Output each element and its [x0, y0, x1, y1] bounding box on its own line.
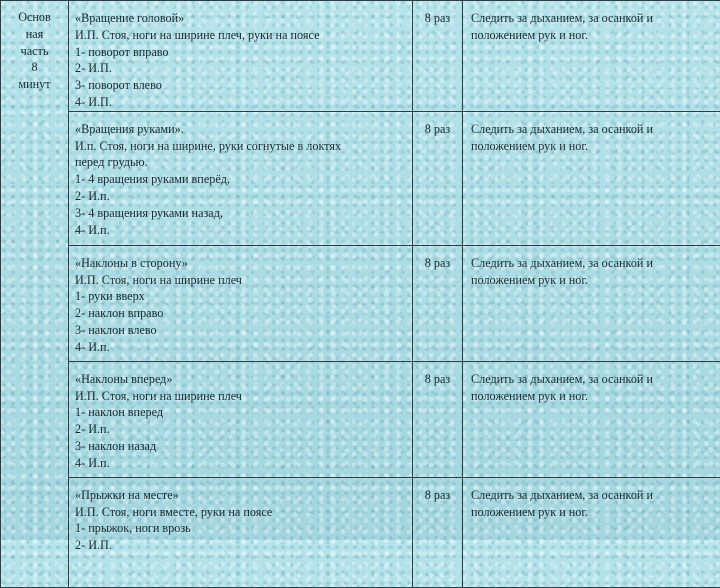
note-line: Следить за дыханием, за осанкой и — [471, 121, 716, 138]
table-row — [1, 1, 720, 112]
note-line: положением рук и ног. — [471, 27, 716, 44]
note-line: положением рук и ног. — [471, 138, 716, 155]
part-line: ная — [1, 26, 68, 43]
exercise-line: «Наклоны вперед» — [75, 371, 408, 388]
exercise-line: И.П. Стоя, ноги на ширине плеч — [75, 272, 408, 289]
exercise-line: 4- И.п. — [75, 455, 408, 472]
note-line: Следить за дыханием, за осанкой и — [471, 10, 716, 27]
exercise-line: 1- 4 вращения руками вперёд, — [75, 171, 408, 188]
exercise-line: 2- И.П. — [75, 537, 408, 554]
exercise-line: И.п. Стоя, ноги на ширине, руки согнутые в локтях — [75, 138, 408, 155]
dosage-value: 8 раз — [413, 10, 462, 27]
part-line: Основ — [1, 9, 68, 26]
table-row — [1, 477, 720, 587]
table-row — [1, 245, 720, 361]
exercise-line: 1- руки вверх — [75, 288, 408, 305]
part-cell — [1, 1, 69, 588]
exercise-cell — [69, 245, 413, 361]
exercise-line: 2- И.п. — [75, 421, 408, 438]
dosage-cell — [413, 245, 463, 361]
note-line: положением рук и ног. — [471, 388, 716, 405]
notes-cell — [463, 361, 720, 477]
exercise-line: 2- наклон вправо — [75, 305, 408, 322]
part-line: 8 — [1, 59, 68, 76]
note-line: положением рук и ног. — [471, 504, 716, 521]
note-line: положением рук и ног. — [471, 272, 716, 289]
exercise-line: 1- наклон вперед — [75, 404, 408, 421]
dosage-value: 8 раз — [413, 121, 462, 138]
exercise-line: перед грудью. — [75, 154, 408, 171]
note-line: Следить за дыханием, за осанкой и — [471, 255, 716, 272]
exercise-line: 2- И.П. — [75, 60, 408, 77]
exercise-line: 3- поворот влево — [75, 77, 408, 94]
exercise-line: 4- И.П. — [75, 94, 408, 111]
exercise-cell — [69, 1, 413, 112]
exercise-line: 4- И.п. — [75, 339, 408, 356]
exercise-line: «Вращения руками». — [75, 121, 408, 138]
table-row — [1, 361, 720, 477]
notes-cell — [463, 111, 720, 245]
notes-cell — [463, 1, 720, 112]
dosage-cell — [413, 1, 463, 112]
exercise-line: 2- И.п. — [75, 188, 408, 205]
dosage-cell — [413, 111, 463, 245]
exercise-cell — [69, 361, 413, 477]
exercise-line: И.П. Стоя, ноги на ширине плеч — [75, 388, 408, 405]
dosage-cell — [413, 361, 463, 477]
part-line: часть — [1, 43, 68, 60]
exercise-cell — [69, 477, 413, 587]
dosage-value: 8 раз — [413, 487, 462, 504]
dosage-cell — [413, 477, 463, 587]
exercise-cell — [69, 111, 413, 245]
exercise-line: И.П. Стоя, ноги на ширине плеч, руки на поясе — [75, 27, 408, 44]
table-row — [1, 111, 720, 245]
note-line: Следить за дыханием, за осанкой и — [471, 371, 716, 388]
exercise-line: 3- наклон назад — [75, 438, 408, 455]
exercise-line: 4- И.п. — [75, 222, 408, 239]
exercise-line: 3- 4 вращения руками назад, — [75, 205, 408, 222]
note-line: Следить за дыханием, за осанкой и — [471, 487, 716, 504]
notes-cell — [463, 477, 720, 587]
part-line: минут — [1, 76, 68, 93]
exercise-line: 1- прыжок, ноги врозь — [75, 520, 408, 537]
notes-cell — [463, 245, 720, 361]
dosage-value: 8 раз — [413, 371, 462, 388]
exercise-line: 3- наклон влево — [75, 322, 408, 339]
exercise-line: «Вращение головой» — [75, 10, 408, 27]
dosage-value: 8 раз — [413, 255, 462, 272]
exercise-line: «Прыжки на месте» — [75, 487, 408, 504]
exercise-line: «Наклоны в сторону» — [75, 255, 408, 272]
exercise-line: 1- поворот вправо — [75, 44, 408, 61]
exercise-line: И.П. Стоя, ноги вместе, руки на поясе — [75, 504, 408, 521]
